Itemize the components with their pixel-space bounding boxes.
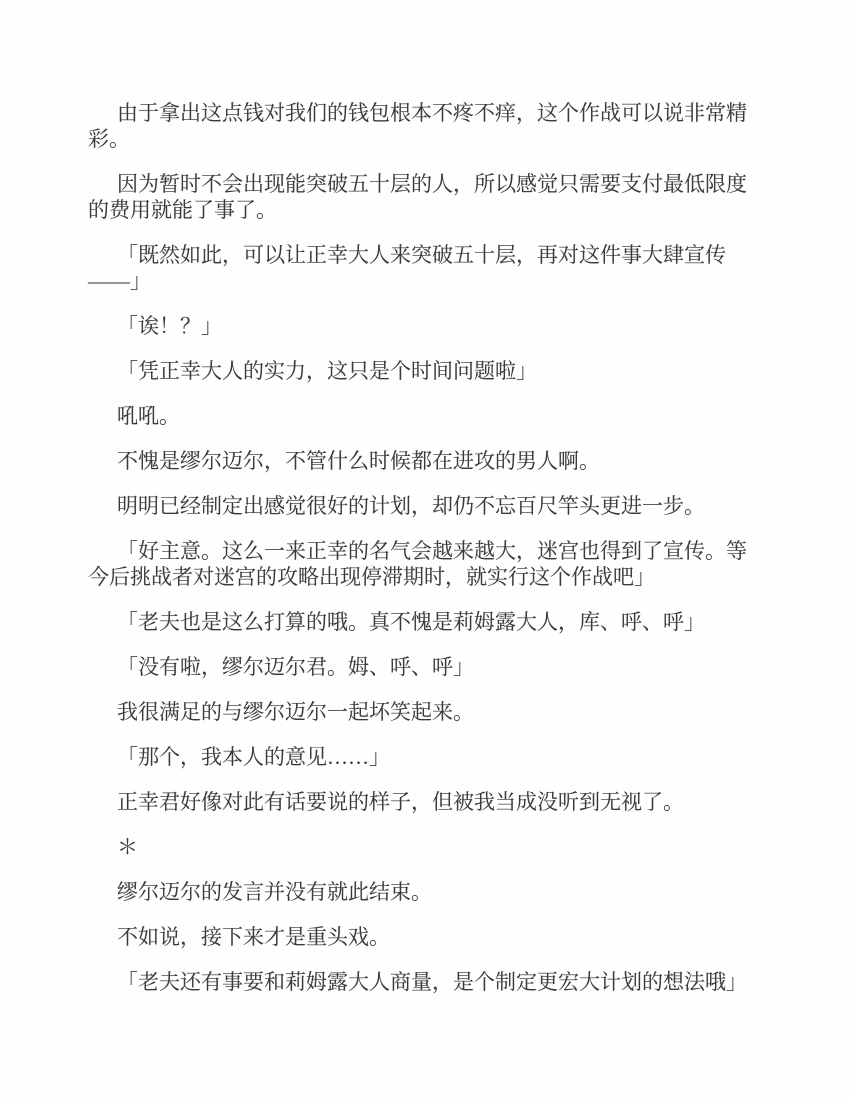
paragraph: 「老夫还有事要和莉姆露大人商量，是个制定更宏大计划的想法哦」 [117, 970, 747, 994]
paragraph: 「好主意。这么一来正幸的名气会越来越大，迷宫也得到了宣传。等今后挑战者对迷宫的攻略出现停滞期时，就实行这个作战吧」 [88, 539, 747, 589]
page-content [88, 100, 748, 995]
paragraph: 不愧是缪尔迈尔，不管什么时候都在进攻的男人啊。 [117, 449, 600, 473]
paragraph: 吼吼。 [117, 404, 180, 428]
paragraph: 「既然如此，可以让正幸大人来突破五十层，再对这件事大肆宣传——」 [88, 243, 726, 293]
paragraph: 由于拿出这点钱对我们的钱包根本不疼不痒，这个作战可以说非常精彩。 [88, 101, 747, 151]
paragraph: 「没有啦，缪尔迈尔君。姆、呼、呼」 [117, 655, 474, 679]
paragraph: 「凭正幸大人的实力，这只是个时间问题啦」 [117, 359, 537, 383]
section-divider: ＊ [117, 835, 138, 859]
paragraph: 因为暂时不会出现能突破五十层的人，所以感觉只需要支付最低限度的费用就能了事了。 [88, 172, 747, 222]
paragraph: 我很满足的与缪尔迈尔一起坏笑起来。 [117, 700, 474, 724]
paragraph: 不如说，接下来才是重头戏。 [117, 925, 390, 949]
paragraph: 缪尔迈尔的发言并没有就此结束。 [117, 880, 432, 904]
paragraph: 「那个，我本人的意见……」 [117, 745, 390, 769]
paragraph: 「诶！？」 [117, 314, 222, 338]
paragraph: 「老夫也是这么打算的哦。真不愧是莉姆露大人，库、呼、呼」 [117, 610, 705, 634]
paragraph: 正幸君好像对此有话要说的样子，但被我当成没听到无视了。 [117, 790, 684, 814]
paragraph: 明明已经制定出感觉很好的计划，却仍不忘百尺竿头更进一步。 [117, 494, 705, 518]
